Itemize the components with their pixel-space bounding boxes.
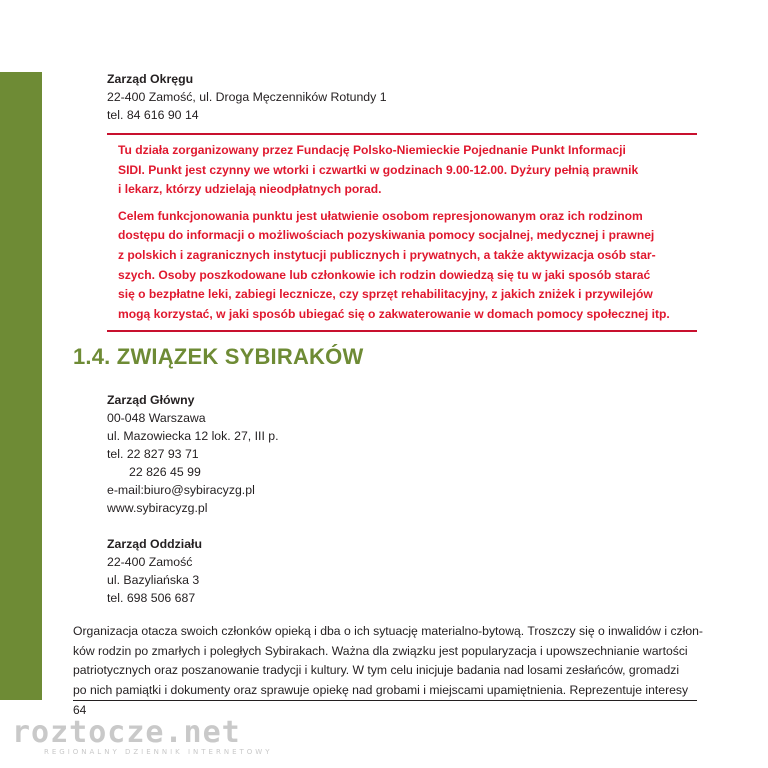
body-line: po nich pamiątki i dokumenty oraz sprawuje opiekę nad grobami i miejscami upamiętnienia. Reprezentuje interesy: [73, 682, 689, 697]
info-paragraph-1: [118, 141, 690, 200]
info-box-top-rule: [107, 133, 697, 135]
branch-board-street: ul. Bazyliańska 3: [107, 573, 200, 587]
info-line: mogą korzystać, w jaki sposób ubiegać się o zakwaterowanie w domach pomocy społecznej itp.: [118, 306, 670, 321]
footer-rule: [73, 700, 697, 701]
main-board-website[interactable]: www.sybiracyzg.pl: [107, 501, 208, 515]
site-watermark: [12, 716, 272, 756]
body-line: patriotycznych oraz poszanowanie tradycji i kultury. W tym celu inicjuje badania nad losami zesłańców, gromadzi: [73, 663, 680, 677]
district-board-block: [107, 70, 387, 124]
main-board-street: ul. Mazowiecka 12 lok. 27, III p.: [107, 429, 279, 443]
info-line: z polskich i zagranicznych instytucji publicznych i prywatnych, a także aktywizacja osób star-: [118, 247, 656, 262]
main-board-email[interactable]: e-mail:biuro@sybiracyzg.pl: [107, 483, 255, 497]
main-board-phone-2: 22 826 45 99: [129, 465, 201, 479]
body-line: ków rodzin po zmarłych i poległych Sybirakach. Ważna dla związku jest popularyzacja i upowszechnianie wartości: [73, 643, 688, 658]
main-board-postcode: 00-048 Warszawa: [107, 411, 206, 425]
info-line: i lekarz, którzy udzielają nieodpłatnych porad.: [118, 182, 382, 197]
district-board-address: 22-400 Zamość, ul. Droga Męczenników Rotundy 1: [107, 90, 387, 104]
info-line: SIDI. Punkt jest czynny we wtorki i czwartki w godzinach 9.00-12.00. Dyżury pełnią prawnik: [118, 162, 639, 177]
district-board-heading: Zarząd Okręgu: [107, 72, 194, 86]
district-board-phone: tel. 84 616 90 14: [107, 108, 199, 122]
info-box-bottom-rule: [107, 330, 697, 332]
info-line: dostępu do informacji o możliwościach pozyskiwania pomocy socjalnej, medycznej i prawnej: [118, 228, 655, 243]
body-paragraph: [73, 622, 703, 700]
branch-board-heading: Zarząd Oddziału: [107, 537, 202, 551]
watermark-tagline: REGIONALNY DZIENNIK INTERNETOWY: [44, 748, 273, 756]
branch-board-phone: tel. 698 506 687: [107, 591, 196, 605]
main-board-heading: Zarząd Główny: [107, 393, 195, 407]
green-side-bar: [0, 72, 42, 700]
info-box: [118, 141, 690, 324]
main-board-block: [107, 391, 279, 517]
section-title: 1.4. ZWIĄZEK SYBIRAKÓW: [73, 344, 364, 369]
watermark-name: roztocze.net: [12, 715, 241, 750]
body-line: Organizacja otacza swoich członków opieką i dba o ich sytuację materialno-bytową. Troszczy się o inwalidów i człon-: [73, 624, 703, 638]
branch-board-postcode: 22-400 Zamość: [107, 555, 193, 569]
branch-board-block: [107, 535, 202, 607]
info-paragraph-2: [118, 207, 690, 325]
info-line: się o bezpłatne leki, zabiegi lecznicze, czy sprzęt rehabilitacyjny, z jakich zniżek i przywilejów: [118, 287, 653, 302]
main-board-phone: tel. 22 827 93 71: [107, 447, 199, 461]
page-number: 64: [73, 703, 87, 717]
info-line: szych. Osoby poszkodowane lub członkowie ich rodzin dowiedzą się tu w jaki sposób starać: [118, 267, 651, 282]
info-line: Celem funkcjonowania punktu jest ułatwienie osobom represjonowanym oraz ich rodzinom: [118, 208, 643, 223]
info-line: Tu działa zorganizowany przez Fundację Polsko-Niemieckie Pojednanie Punkt Informacji: [118, 143, 626, 157]
